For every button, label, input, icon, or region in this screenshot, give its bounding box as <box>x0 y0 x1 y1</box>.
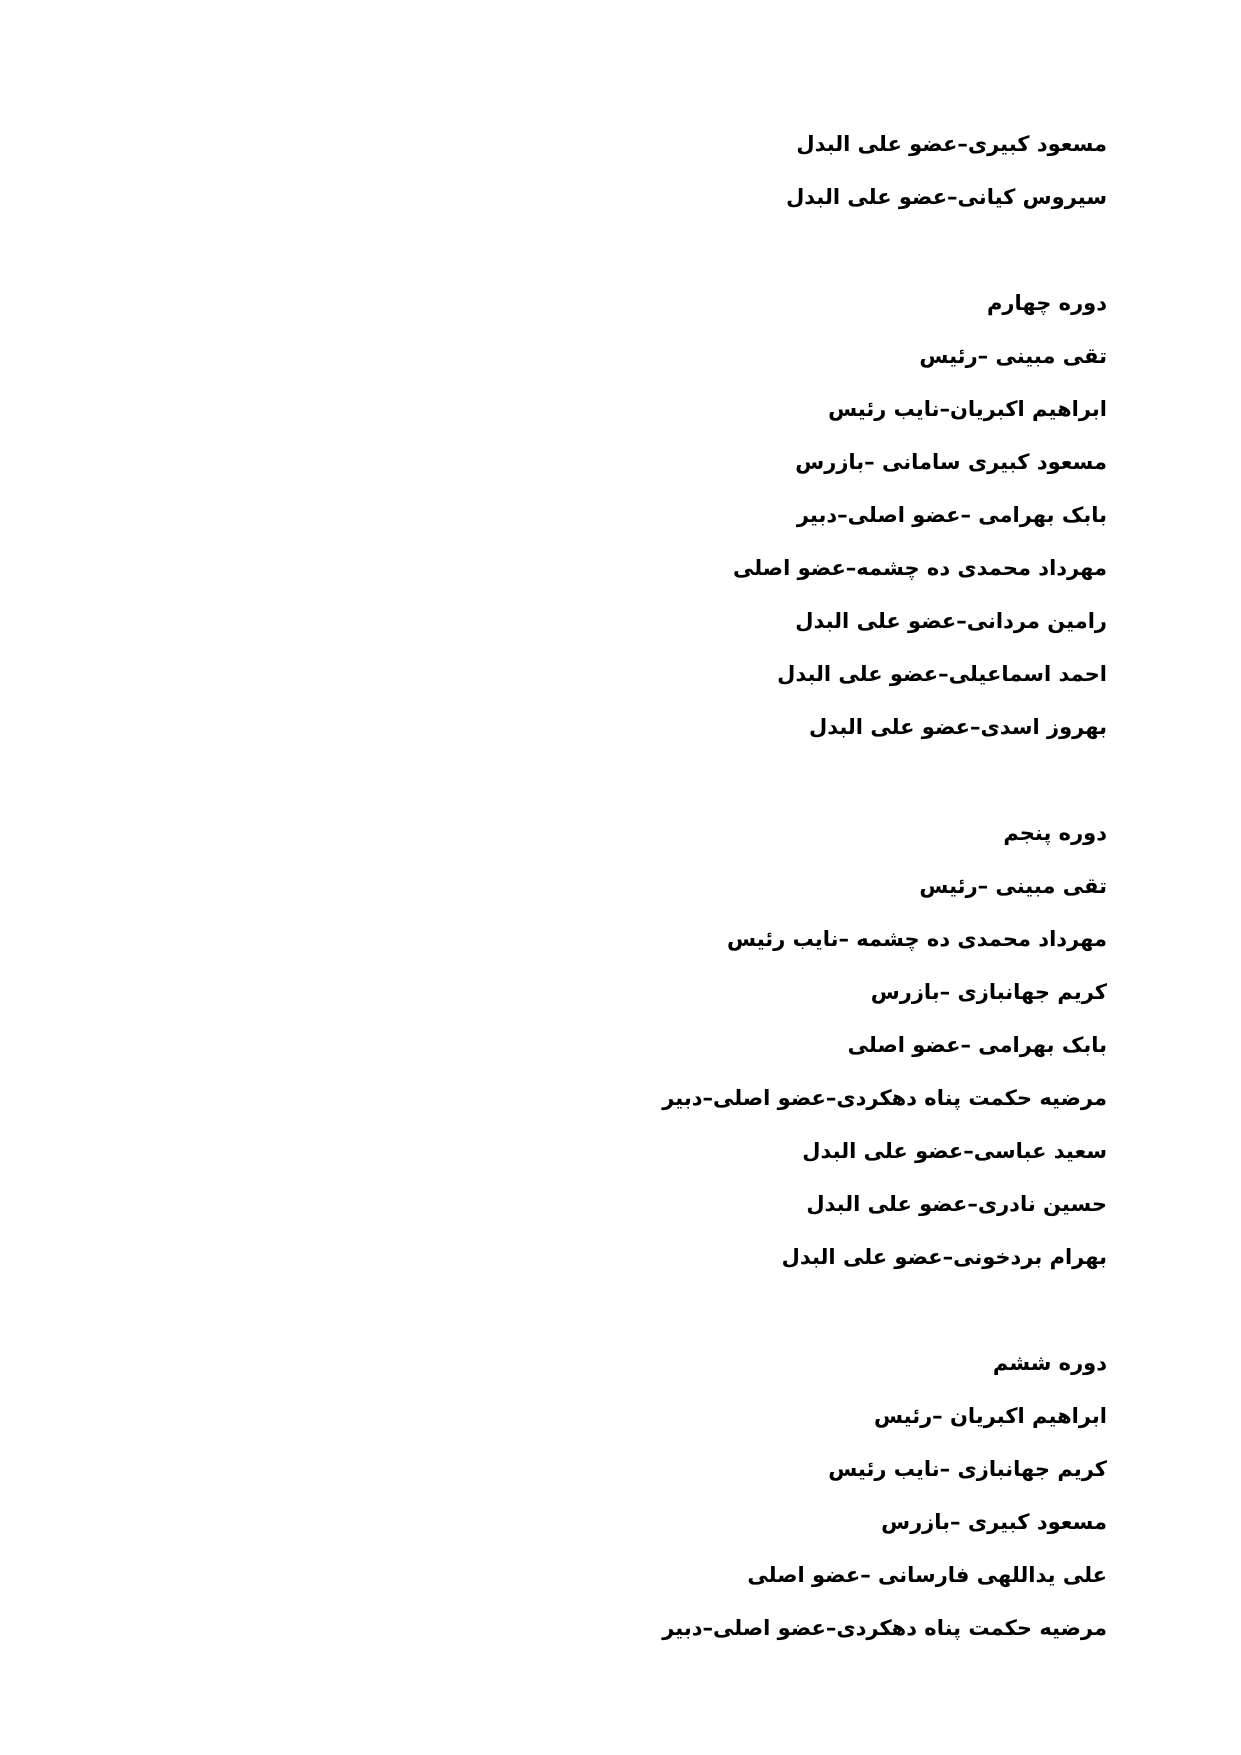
section-heading: دوره ششم <box>992 1351 1107 1375</box>
list-item: تقی مبینی –رئیس <box>919 344 1107 368</box>
document-body <box>207 118 1107 1655</box>
list-item: علی یداللهی فارسانی –عضو اصلی <box>747 1563 1107 1587</box>
list-item: بهرام بردخونی–عضو علی البدل <box>781 1245 1107 1269</box>
list-item: ابراهیم اکبریان –رئیس <box>873 1404 1107 1428</box>
section-heading: دوره چهارم <box>987 291 1107 315</box>
list-item: سیروس کیانی–عضو علی البدل <box>786 185 1107 209</box>
list-item: بهروز اسدی–عضو علی البدل <box>809 715 1107 739</box>
list-item: مرضیه حکمت پناه دهکردی–عضو اصلی–دبیر <box>662 1086 1107 1110</box>
list-item: مهرداد محمدی ده چشمه–عضو اصلی <box>732 556 1107 580</box>
list-item: بابک بهرامی –عضو اصلی–دبیر <box>796 503 1107 527</box>
list-item: مهرداد محمدی ده چشمه –نایب رئیس <box>727 927 1107 951</box>
list-item: مسعود کبیری–عضو علی البدل <box>796 132 1107 156</box>
list-item: ابراهیم اکبریان–نایب رئیس <box>828 397 1107 421</box>
list-item: کریم جهانبازی –بازرس <box>870 980 1107 1004</box>
list-item: مسعود کبیری –بازرس <box>881 1510 1107 1534</box>
list-item: احمد اسماعیلی–عضو علی البدل <box>777 662 1107 686</box>
spacer <box>207 224 1107 277</box>
list-item: مسعود کبیری سامانی –بازرس <box>795 450 1107 474</box>
section-heading: دوره پنجم <box>1003 821 1107 845</box>
section-period-6 <box>207 1337 1107 1655</box>
list-item: تقی مبینی –رئیس <box>919 874 1107 898</box>
spacer <box>207 1284 1107 1337</box>
section-period-5 <box>207 807 1107 1284</box>
spacer <box>207 754 1107 807</box>
section-period-4 <box>207 277 1107 754</box>
list-item: بابک بهرامی –عضو اصلی <box>847 1033 1107 1057</box>
list-item: مرضیه حکمت پناه دهکردی–عضو اصلی–دبیر <box>662 1616 1107 1640</box>
list-item: کریم جهانبازی –نایب رئیس <box>828 1457 1107 1481</box>
list-item: حسین نادری–عضو علی البدل <box>806 1192 1107 1216</box>
list-item: رامین مردانی–عضو علی البدل <box>795 609 1107 633</box>
list-item: سعید عباسی–عضو علی البدل <box>802 1139 1107 1163</box>
